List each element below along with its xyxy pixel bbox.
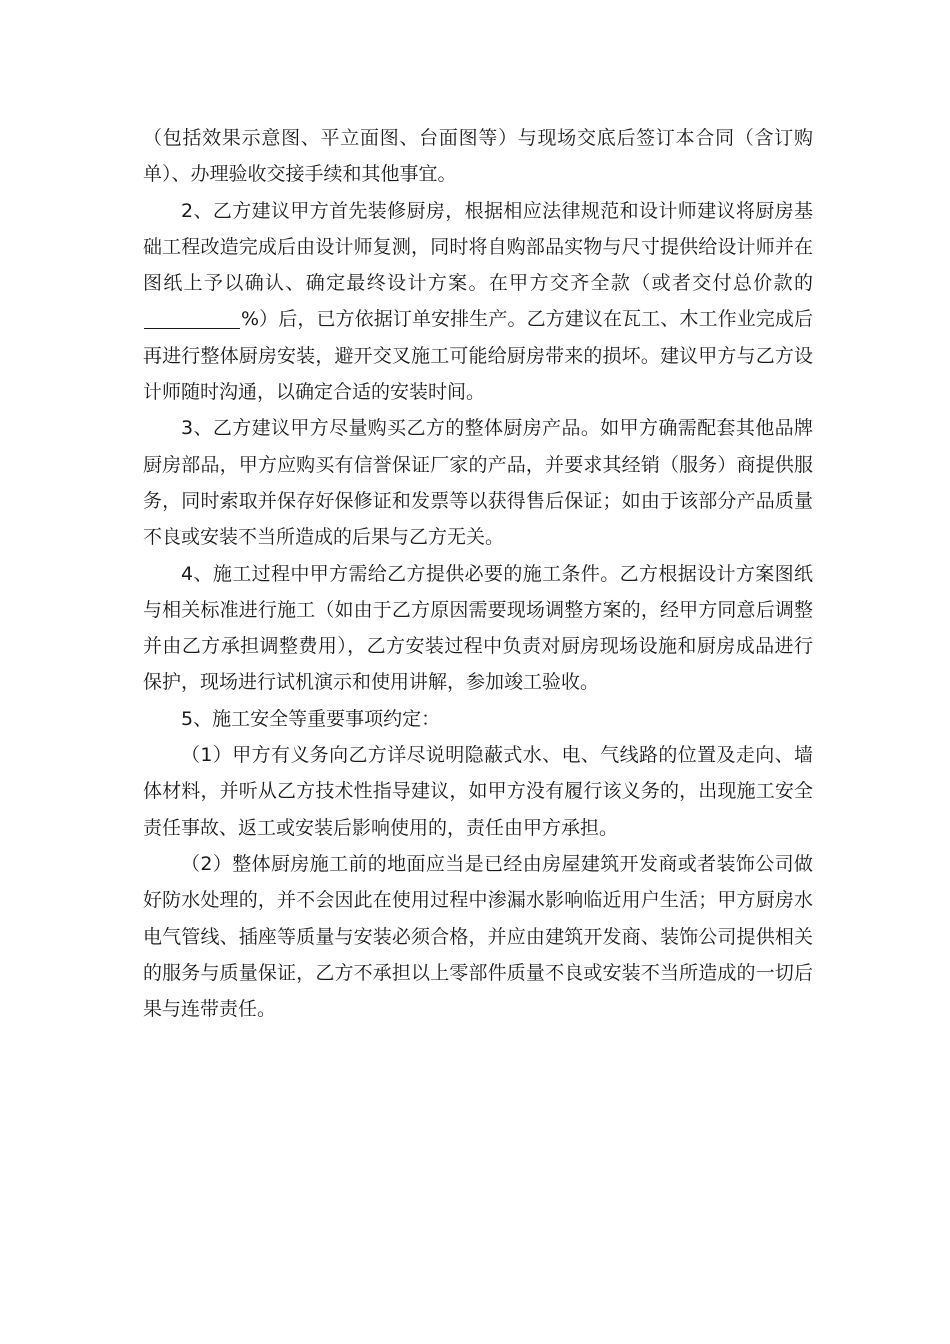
document-page — [143, 120, 813, 1027]
paragraph-text: （1）甲方有义务向乙方详尽说明隐蔽式水、电、气线路的位置及走向、墙体材料，并听从乙方技术性指导建议，如甲方没有履行该义务的，出现施工安全责任事故、返工或安装后影响使用的，责任由甲方承担。 — [143, 744, 813, 839]
paragraph-continuation — [143, 120, 813, 193]
paragraph-text: 4、施工过程中甲方需给乙方提供必要的施工条件。乙方根据设计方案图纸与相关标准进行施工（如由于乙方原因需要现场调整方案的，经甲方同意后调整并由乙方承担调整费用），乙方安装过程中负责对厨房现场设施和厨房成品进行保护，现场进行试机演示和使用讲解，参加竣工验收。 — [143, 562, 813, 694]
paragraph-subclause-2 — [143, 846, 813, 1027]
fill-in-blank[interactable] — [144, 306, 240, 329]
paragraph-text: %）后，已方依据订单安排生产。乙方建议在瓦工、木工作业完成后再进行整体厨房安装，避开交叉施工可能给厨房带来的损坏。建议甲方与乙方设计师随时沟通，以确定合适的安装时间。 — [143, 308, 813, 404]
paragraph-text: 3、乙方建议甲方尽量购买乙方的整体厨房产品。如甲方确需配套其他品牌厨房部品，甲方应购买有信誉保证厂家的产品，并要求其经销（服务）商提供服务，同时索取并保存好保修证和发票等以获得售后保证；如由于该部分产品质量不良或安装不当所造成的后果与乙方无关。 — [143, 417, 813, 549]
paragraph-text: （包括效果示意图、平立面图、台面图等）与现场交底后签订本合同（含订购单）、办理验收交接手续和其他事宜。 — [143, 127, 813, 186]
paragraph-clause-2 — [143, 193, 813, 411]
paragraph-text: 2、乙方建议甲方首先装修厨房，根据相应法律规范和设计师建议将厨房基础工程改造完成后由设计师复测，同时将自购部品实物与尺寸提供给设计师并在图纸上予以确认、确定最终设计方案。在甲方交齐全款（或者交付总价款的 — [143, 199, 813, 295]
paragraph-text: （2）整体厨房施工前的地面应当是已经由房屋建筑开发商或者装饰公司做好防水处理的，并不会因此在使用过程中渗漏水影响临近用户生活；甲方厨房水电气管线、插座等质量与安装必须合格，并应由建筑开发商、装饰公司提供相关的服务与质量保证，乙方不承担以上零部件质量不良或安装不当所造成的一切后果与连带责任。 — [143, 852, 813, 1021]
paragraph-clause-5 — [143, 701, 813, 737]
paragraph-clause-3 — [143, 410, 813, 555]
paragraph-clause-4 — [143, 556, 813, 701]
paragraph-text: 5、施工安全等重要事项约定： — [181, 707, 441, 730]
paragraph-subclause-1 — [143, 737, 813, 846]
